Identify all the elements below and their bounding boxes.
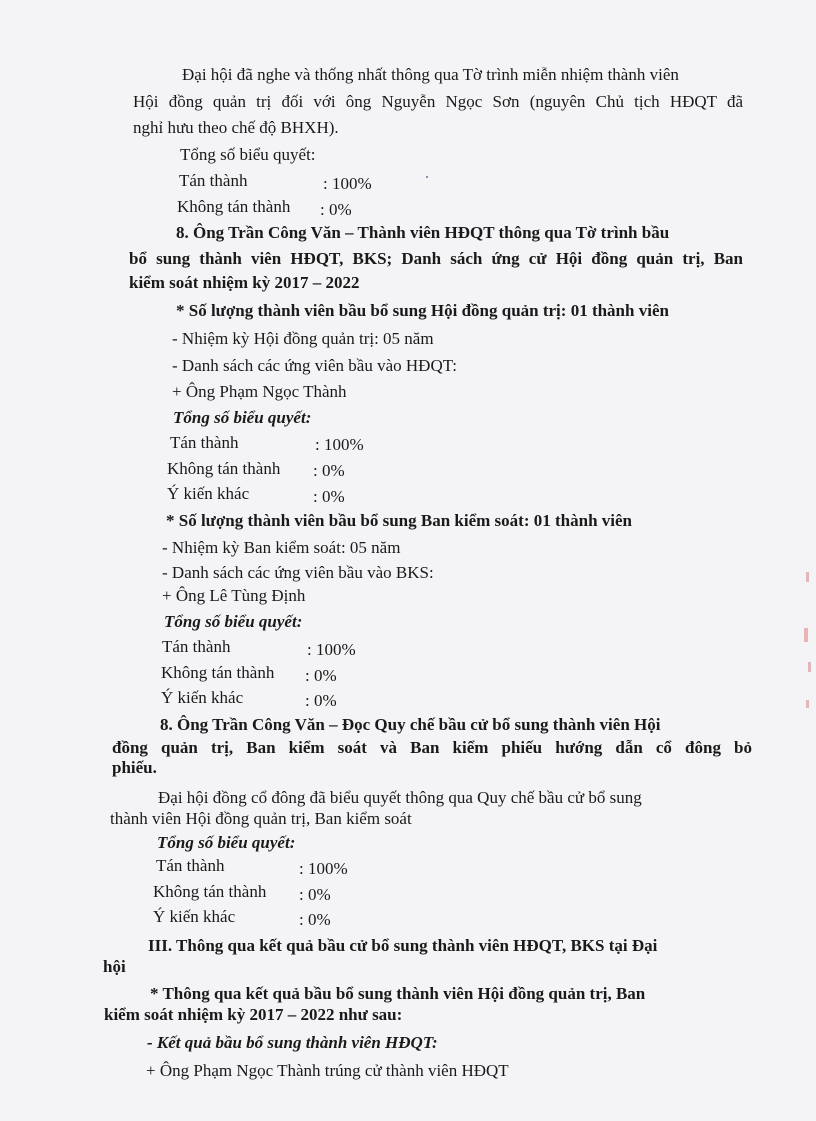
stamp-bleed-mark [808,662,811,672]
section3-result-intro-2: kiểm soát nhiệm kỳ 2017 – 2022 như sau: [104,1005,403,1024]
hdqt-vote-value-3: : 0% [313,487,345,506]
intro-line-3: nghỉ hưu theo chế độ BHXH). [133,118,339,137]
section8b-heading-3: phiếu. [112,758,157,777]
intro-line-1: Đại hội đã nghe và thống nhất thông qua Tờ trình miễn nhiệm thành viên [182,65,679,84]
bks-vote-value-3: : 0% [305,691,337,710]
section8a-heading-2: bổ sung thành viên HĐQT, BKS; Danh sách ứng cử Hội đồng quản trị, Ban [129,249,743,268]
stamp-bleed-mark [804,628,808,642]
hdqt-vote-label-2: Không tán thành [167,459,281,478]
bks-term: - Nhiệm kỳ Ban kiểm soát: 05 năm [162,538,401,557]
section8b-vote-title: Tổng số biểu quyết: [157,833,296,852]
section8b-vote-label-2: Không tán thành [153,882,267,901]
section8b-body-1: Đại hội đồng cổ đông đã biểu quyết thông qua Quy chế bầu cử bổ sung [158,788,642,807]
section8a-heading-3: kiểm soát nhiệm kỳ 2017 – 2022 [129,273,360,292]
section8b-vote-label-3: Ý kiến khác [153,907,236,926]
section8b-vote-value-3: : 0% [299,910,331,929]
ink-speck [426,176,428,178]
section3-result-intro-1: * Thông qua kết quả bầu bổ sung thành viên Hội đồng quản trị, Ban [150,984,646,1003]
hdqt-vote-label-3: Ý kiến khác [167,484,250,503]
section8b-body-2: thành viên Hội đồng quản trị, Ban kiểm soát [110,809,412,828]
section8b-vote-value-2: : 0% [299,885,331,904]
section8b-vote-label-1: Tán thành [156,856,225,875]
section8b-heading-2: đồng quản trị, Ban kiểm soát và Ban kiểm phiếu hướng dẫn cổ đông bỏ [112,738,752,757]
hdqt-title: * Số lượng thành viên bầu bổ sung Hội đồng quản trị: 01 thành viên [176,301,669,320]
bks-vote-value-1: : 100% [307,640,356,659]
bks-vote-label-1: Tán thành [162,637,231,656]
intro-vote-value-2: : 0% [320,200,352,219]
hdqt-list-label: - Danh sách các ứng viên bầu vào HĐQT: [172,356,457,375]
section8b-vote-value-1: : 100% [299,859,348,878]
bks-candidate: + Ông Lê Tùng Định [162,586,306,605]
section3-result-title: - Kết quả bầu bổ sung thành viên HĐQT: [147,1033,438,1052]
bks-vote-label-3: Ý kiến khác [161,688,244,707]
intro-vote-label-2: Không tán thành [177,197,291,216]
section8a-heading-1: 8. Ông Trần Công Văn – Thành viên HĐQT thông qua Tờ trình bầu [176,223,670,242]
hdqt-vote-title: Tổng số biểu quyết: [173,408,312,427]
intro-line-2: Hội đồng quản trị đối với ông Nguyễn Ngọc Sơn (nguyên Chủ tịch HĐQT đã [133,92,743,111]
section8b-heading-1: 8. Ông Trần Công Văn – Đọc Quy chế bầu cử bổ sung thành viên Hội [160,715,661,734]
stamp-bleed-mark [806,700,809,708]
section3-heading-1: III. Thông qua kết quả bầu cử bổ sung thành viên HĐQT, BKS tại Đại [148,936,658,955]
stamp-bleed-mark [806,572,809,582]
hdqt-vote-label-1: Tán thành [170,433,239,452]
section3-result-line: + Ông Phạm Ngọc Thành trúng cử thành viên HĐQT [146,1061,509,1080]
bks-vote-title: Tổng số biểu quyết: [164,612,303,631]
hdqt-candidate: + Ông Phạm Ngọc Thành [172,382,347,401]
bks-list-label: - Danh sách các ứng viên bầu vào BKS: [162,563,434,582]
bks-title: * Số lượng thành viên bầu bổ sung Ban kiểm soát: 01 thành viên [166,511,632,530]
bks-vote-label-2: Không tán thành [161,663,275,682]
bks-vote-value-2: : 0% [305,666,337,685]
intro-vote-label-1: Tán thành [179,171,248,190]
hdqt-term: - Nhiệm kỳ Hội đồng quản trị: 05 năm [172,329,434,348]
intro-vote-value-1: : 100% [323,174,372,193]
hdqt-vote-value-1: : 100% [315,435,364,454]
section3-heading-2: hội [103,957,126,976]
intro-vote-title: Tổng số biểu quyết: [180,145,316,164]
hdqt-vote-value-2: : 0% [313,461,345,480]
